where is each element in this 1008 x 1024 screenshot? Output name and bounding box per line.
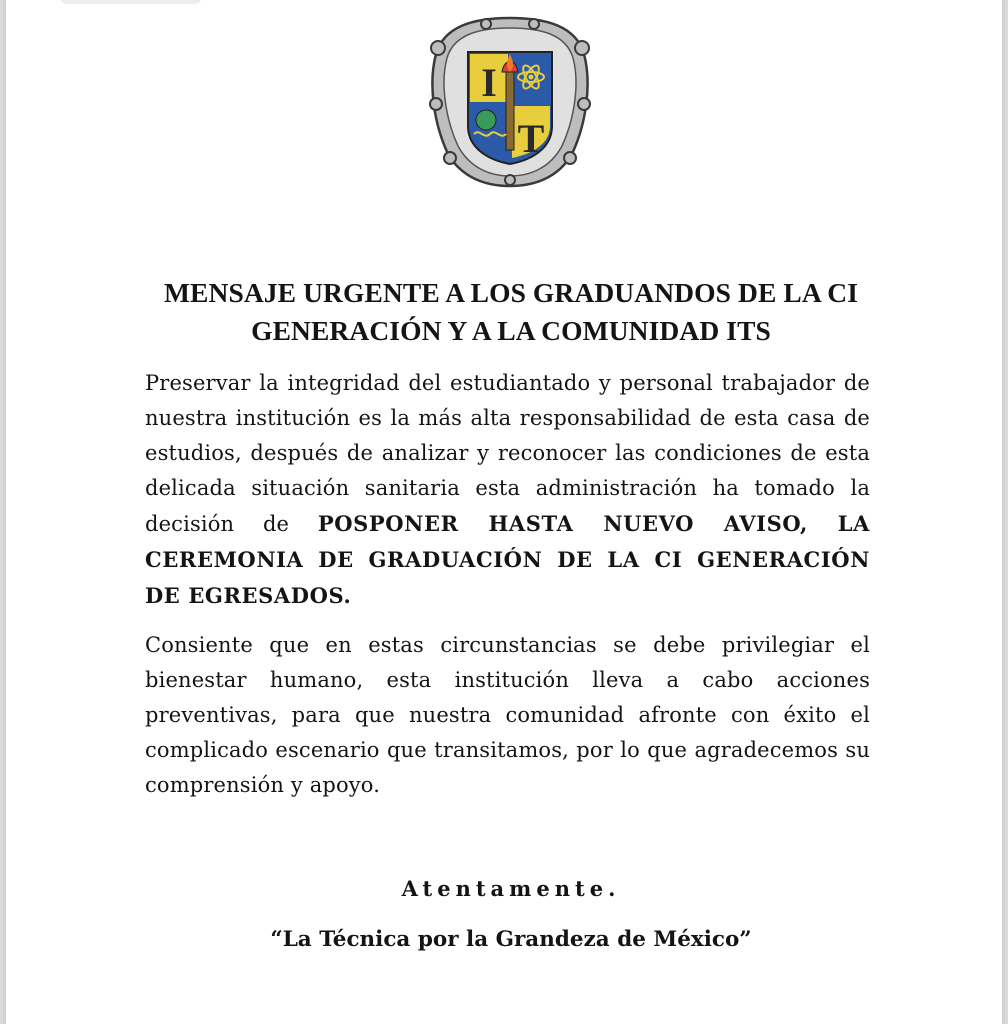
institution-motto: “La Técnica por la Grandeza de México”	[270, 927, 752, 952]
paragraph-announcement-bold: POSPONER HASTA NUEVO AVISO, LA CEREMONIA DE GRADUACIÓN DE LA CI GENERACIÓN DE EGRESADOS.	[145, 511, 870, 608]
emblem-letter-t: T	[517, 116, 545, 161]
its-emblem-logo	[426, 14, 594, 190]
closing-salutation: Atentamente.	[401, 876, 621, 901]
page-edge-decoration	[61, 0, 201, 4]
document-title-line-2: GENERACIÓN Y A LA COMUNIDAD ITS	[251, 315, 771, 346]
document-page	[6, 0, 1002, 1024]
paragraph-announcement-text: Preservar la integridad del estudiantado y personal trabajador de nuestra institución es la más alta responsabilidad de esta casa de estudios, después de analizar y reconocer las condiciones de esta delicada situación sanitaria esta administración ha tomado la decisión de	[145, 371, 870, 536]
emblem-letter-i: I	[481, 60, 497, 105]
paragraph-context: Consiente que en estas circunstancias se debe privilegiar el bienestar humano, esta institución lleva a cabo acciones preventivas, para que nuestra comunidad afronte con éxito el complicado escenario que transitamos, por lo que agradecemos su comprensión y apoyo.	[145, 633, 870, 797]
document-title-line-1: MENSAJE URGENTE A LOS GRADUANDOS DE LA CI	[163, 277, 859, 308]
paragraph-announcement	[145, 366, 870, 614]
